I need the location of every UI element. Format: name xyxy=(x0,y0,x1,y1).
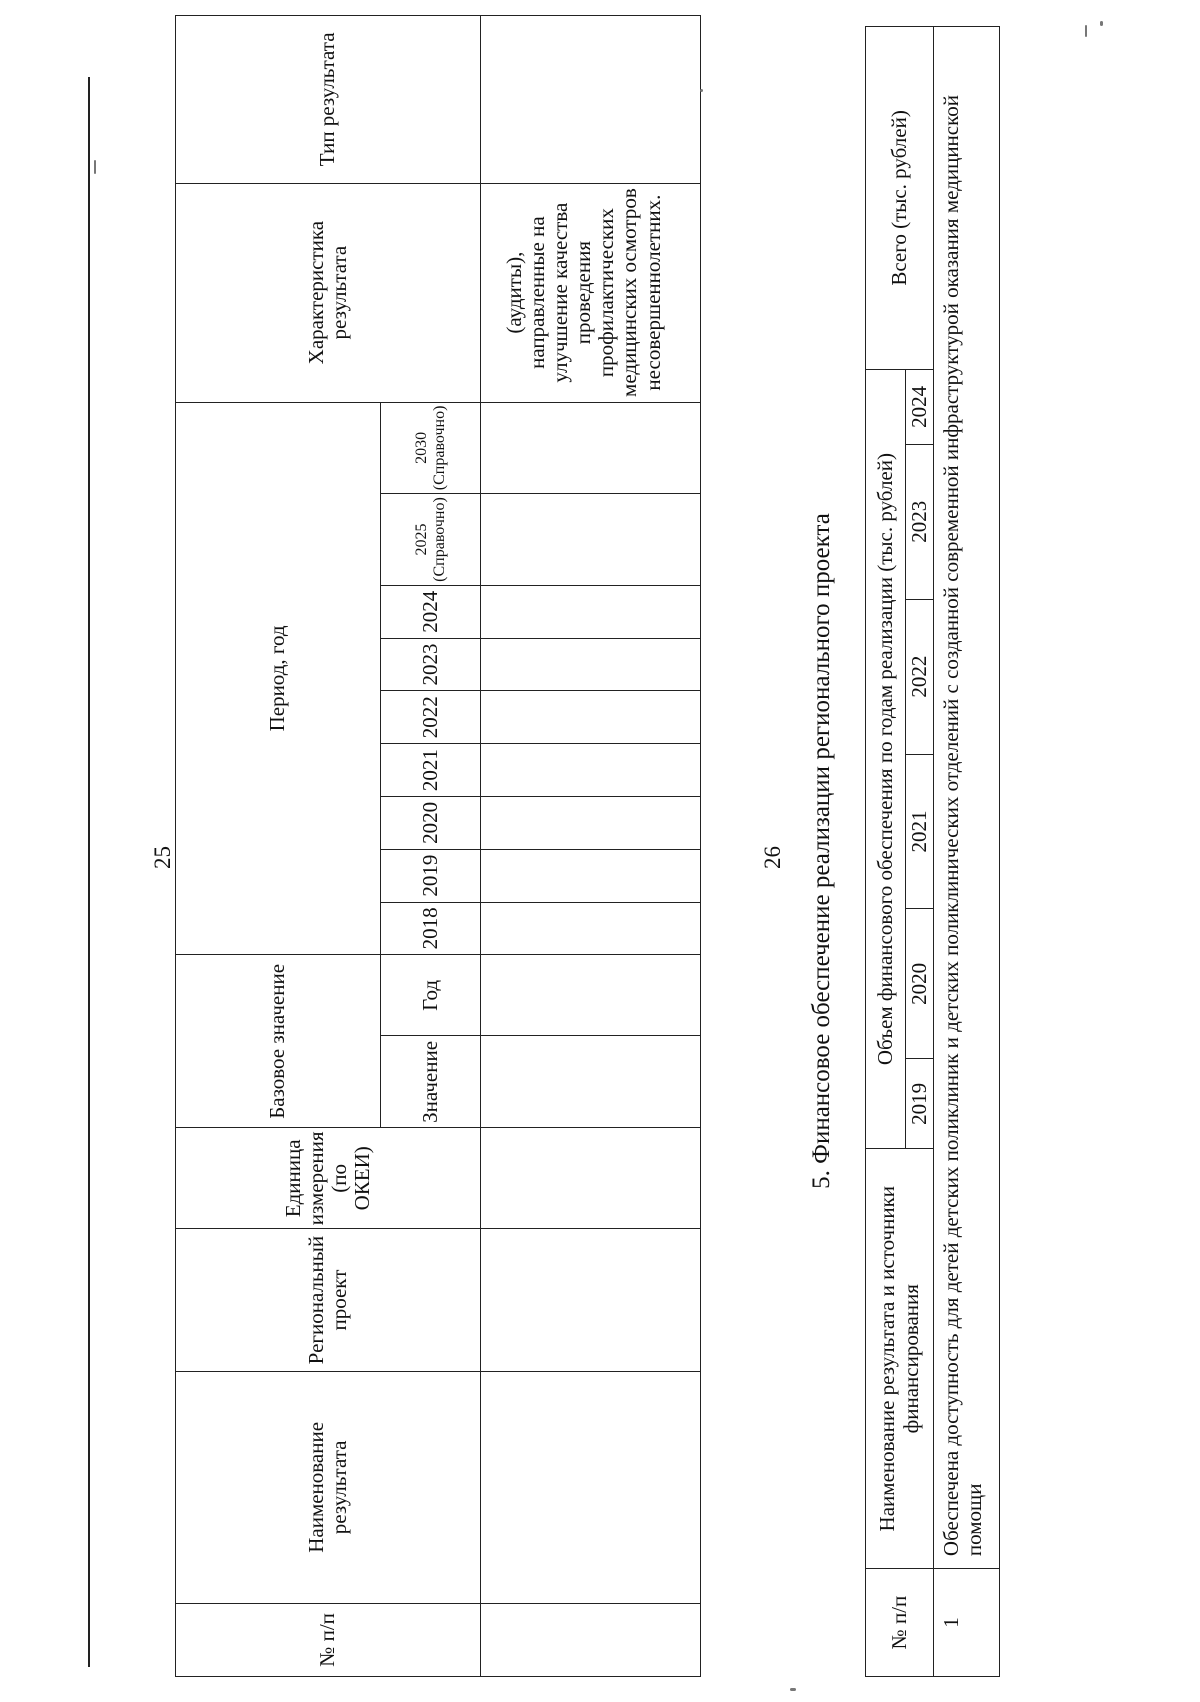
fin-header-year: 2019 xyxy=(906,1059,934,1149)
scan-speck xyxy=(1100,21,1103,26)
fin-header-volume: Объем финансового обеспечения по годам реализации (тыс. рублей) xyxy=(866,369,906,1149)
header-unit: Единица измерения (по ОКЕИ) xyxy=(176,1128,481,1229)
scan-edge-line xyxy=(88,77,90,1667)
header-year: 2018 xyxy=(381,902,481,955)
cell-result-name xyxy=(481,1371,701,1603)
fin-header-name: Наименование результата и источники финансирования xyxy=(866,1149,934,1569)
results-table xyxy=(175,15,701,1677)
fin-row-text: Обеспечена доступность для детей детских поликлиник и детских поликлинических отделений с созданной современной инфраструктурой оказания медицинской помощи xyxy=(934,27,1000,1569)
cell-year xyxy=(481,796,701,849)
cell-year xyxy=(481,638,701,691)
header-number: № п/п xyxy=(176,1603,481,1676)
fin-header-year: 2023 xyxy=(906,444,934,599)
header-result-name: Наименование результата xyxy=(176,1371,481,1603)
header-year-2030: 2030 (Справочно) xyxy=(381,402,481,494)
header-base-value-year: Год xyxy=(381,955,481,1036)
scan-speck xyxy=(700,89,703,92)
scan-speck xyxy=(94,160,96,174)
header-year: 2021 xyxy=(381,744,481,797)
header-period: Период, год xyxy=(176,402,381,955)
header-year: 2023 xyxy=(381,638,481,691)
table-row xyxy=(481,16,701,1677)
header-characteristic: Характеристика результата xyxy=(176,183,481,402)
section-5-title: 5. Финансовое обеспечение реализации регионального проекта xyxy=(808,513,835,1189)
header-year: 2022 xyxy=(381,691,481,744)
cell-characteristic: (аудиты), направленные на улучшение качества проведения профилактических медицинских осмотров несовершеннолетних. xyxy=(481,183,701,402)
scan-speck xyxy=(790,1688,796,1691)
header-base-value: Базовое значение xyxy=(176,955,381,1128)
page-number-lower: 26 xyxy=(760,846,785,869)
header-regional-project: Региональный проект xyxy=(176,1229,481,1372)
header-year: 2020 xyxy=(381,796,481,849)
financing-table xyxy=(865,26,1000,1677)
cell-year xyxy=(481,585,701,638)
fin-header-year: 2021 xyxy=(906,754,934,909)
cell-year xyxy=(481,902,701,955)
header-year: 2024 xyxy=(381,585,481,638)
cell-year xyxy=(481,691,701,744)
table-row xyxy=(934,27,1000,1677)
fin-header-year: 2020 xyxy=(906,909,934,1059)
scan-speck xyxy=(1085,25,1087,37)
header-result-type: Тип результата xyxy=(176,16,481,184)
cell-base-year xyxy=(481,955,701,1036)
cell-unit xyxy=(481,1128,701,1229)
cell-year xyxy=(481,849,701,902)
fin-header-number: № п/п xyxy=(866,1569,934,1677)
fin-header-year: 2024 xyxy=(906,369,934,444)
header-base-value-value: Значение xyxy=(381,1036,481,1128)
cell-year xyxy=(481,494,701,586)
cell-number xyxy=(481,1603,701,1676)
cell-regional-project xyxy=(481,1229,701,1372)
fin-row-number: 1 xyxy=(934,1569,1000,1677)
cell-year xyxy=(481,402,701,494)
fin-header-total: Всего (тыс. рублей) xyxy=(866,27,934,370)
header-year-2025: 2025 (Справочно) xyxy=(381,494,481,586)
page-number-upper: 25 xyxy=(150,846,175,869)
cell-base-value xyxy=(481,1036,701,1128)
fin-header-year: 2022 xyxy=(906,599,934,754)
cell-result-type xyxy=(481,16,701,184)
header-year: 2019 xyxy=(381,849,481,902)
cell-year xyxy=(481,744,701,797)
